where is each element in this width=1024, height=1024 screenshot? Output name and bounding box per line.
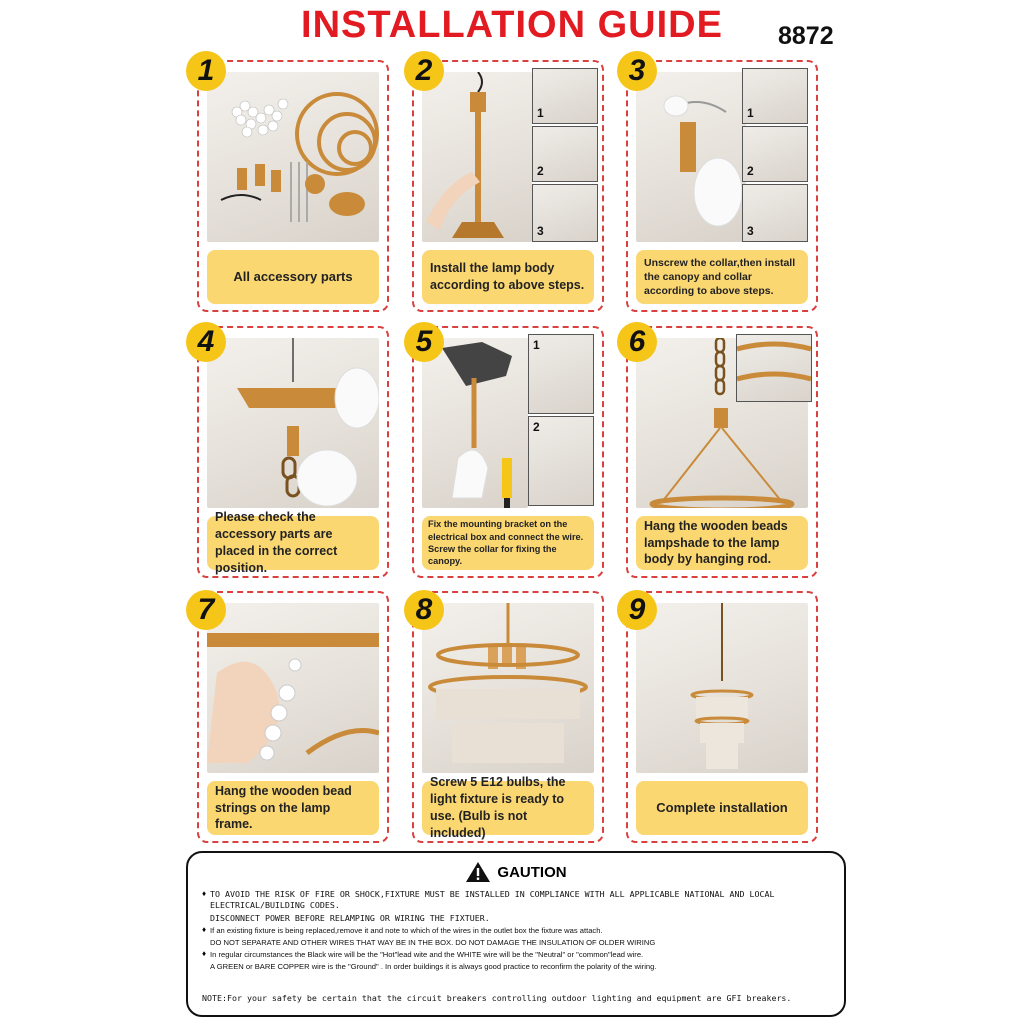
canopy-check-illustration: [207, 338, 379, 508]
step-6-caption: Hang the wooden beads lampshade to the lamp body by hanging rod.: [636, 516, 808, 570]
caution-line-3: DISCONNECT POWER BEFORE RELAMPING OR WIRING THE FIXTUER.: [210, 913, 490, 923]
step-2-card: [412, 60, 604, 312]
bulbs-fixture-illustration: [422, 603, 594, 773]
step-2-caption: Install the lamp body according to above steps.: [422, 250, 594, 304]
step-2-badge: 2: [404, 51, 444, 91]
caution-line-7: A GREEN or BARE COPPER wire is the "Ground" . In order buildings it is always good practice to reconfirm the polarity of the wiring.: [210, 962, 657, 971]
step-1-card: [197, 60, 389, 312]
finished-chandelier-illustration: [636, 603, 808, 773]
caution-note: NOTE:For your safety be certain that the circuit breakers controlling outdoor lighting and equipment are GFI breakers.: [202, 993, 792, 1003]
lamp-body-illustration: [422, 72, 532, 242]
bullet-icon: ♦: [202, 949, 207, 958]
caution-panel: [186, 851, 846, 1017]
step-2-substep-2: 2: [532, 126, 598, 182]
step-7-card: [197, 591, 389, 843]
step-2-substep-1: 1: [532, 68, 598, 124]
step-6-badge: 6: [617, 322, 657, 362]
canopy-collar-illustration: [636, 72, 746, 242]
mounting-bracket-illustration: [422, 338, 528, 508]
step-4-caption: Please check the accessory parts are placed in the correct position.: [207, 516, 379, 570]
step-4-badge: 4: [186, 322, 226, 362]
step-1-badge: 1: [186, 51, 226, 91]
step-5-badge: 5: [404, 322, 444, 362]
step-4-card: [197, 326, 389, 578]
step-3-badge: 3: [617, 51, 657, 91]
page-title: INSTALLATION GUIDE: [301, 4, 723, 46]
step-7-photo: [207, 603, 379, 773]
bead-strings-illustration: [207, 603, 379, 773]
caution-title: GAUTION: [497, 863, 567, 881]
step-8-badge: 8: [404, 590, 444, 630]
step-9-photo: [636, 603, 808, 773]
accessory-parts-illustration: [207, 72, 379, 242]
step-3-photo: [636, 72, 746, 242]
caution-line-5: DO NOT SEPARATE AND OTHER WIRES THAT WAY BE IN THE BOX. DO NOT DAMAGE THE INSULATION OF OLDER WIRING: [210, 938, 656, 947]
step-3-substep-1: 1: [742, 68, 808, 124]
step-8-card: [412, 591, 604, 843]
warning-triangle-icon: [465, 861, 491, 883]
step-3-caption: Unscrew the collar,then install the canopy and collar according to above steps.: [636, 250, 808, 304]
step-9-card: [626, 591, 818, 843]
step-3-substep-3: 3: [742, 184, 808, 242]
step-5-substep-2: 2: [528, 416, 594, 506]
step-5-photo: [422, 338, 528, 508]
step-2-photo: [422, 72, 532, 242]
step-3-card: [626, 60, 818, 312]
step-3-substep-2: 2: [742, 126, 808, 182]
step-7-caption: Hang the wooden bead strings on the lamp frame.: [207, 781, 379, 835]
step-5-caption: Fix the mounting bracket on the electrical box and connect the wire. Screw the collar for fixing the canopy.: [422, 516, 594, 570]
step-9-badge: 9: [617, 590, 657, 630]
step-1-photo: [207, 72, 379, 242]
bullet-icon: ♦: [202, 925, 207, 934]
caution-line-6: In regular circumstances the Black wire will be the "Hot"lead wite and the WHITE wire will be the "Neutral" or "common"lead wire.: [210, 950, 644, 959]
step-1-caption: All accessory parts: [207, 250, 379, 304]
step-5-substep-1: 1: [528, 334, 594, 414]
step-6-card: [626, 326, 818, 578]
step-2-substep-3: 3: [532, 184, 598, 242]
step-5-card: [412, 326, 604, 578]
step-8-caption: Screw 5 E12 bulbs, the light fixture is ready to use. (Bulb is not included): [422, 781, 594, 835]
step-4-photo: [207, 338, 379, 508]
model-number: 8872: [778, 22, 834, 50]
caution-line-2: ELECTRICAL/BUILDING CODES.: [210, 900, 340, 910]
bullet-icon: ♦: [202, 889, 207, 898]
step-9-caption: Complete installation: [636, 781, 808, 835]
step-7-badge: 7: [186, 590, 226, 630]
step-6-inset: [736, 334, 812, 402]
caution-line-1: TO AVOID THE RISK OF FIRE OR SHOCK,FIXTURE MUST BE INSTALLED IN COMPLIANCE WITH ALL APPLICABLE NATIONAL AND LOCAL: [210, 889, 775, 899]
caution-header: [188, 861, 844, 883]
step-8-photo: [422, 603, 594, 773]
caution-line-4: If an existing fixture is being replaced,remove it and note to which of the wires in the outlet box the fixture was attach.: [210, 926, 603, 935]
